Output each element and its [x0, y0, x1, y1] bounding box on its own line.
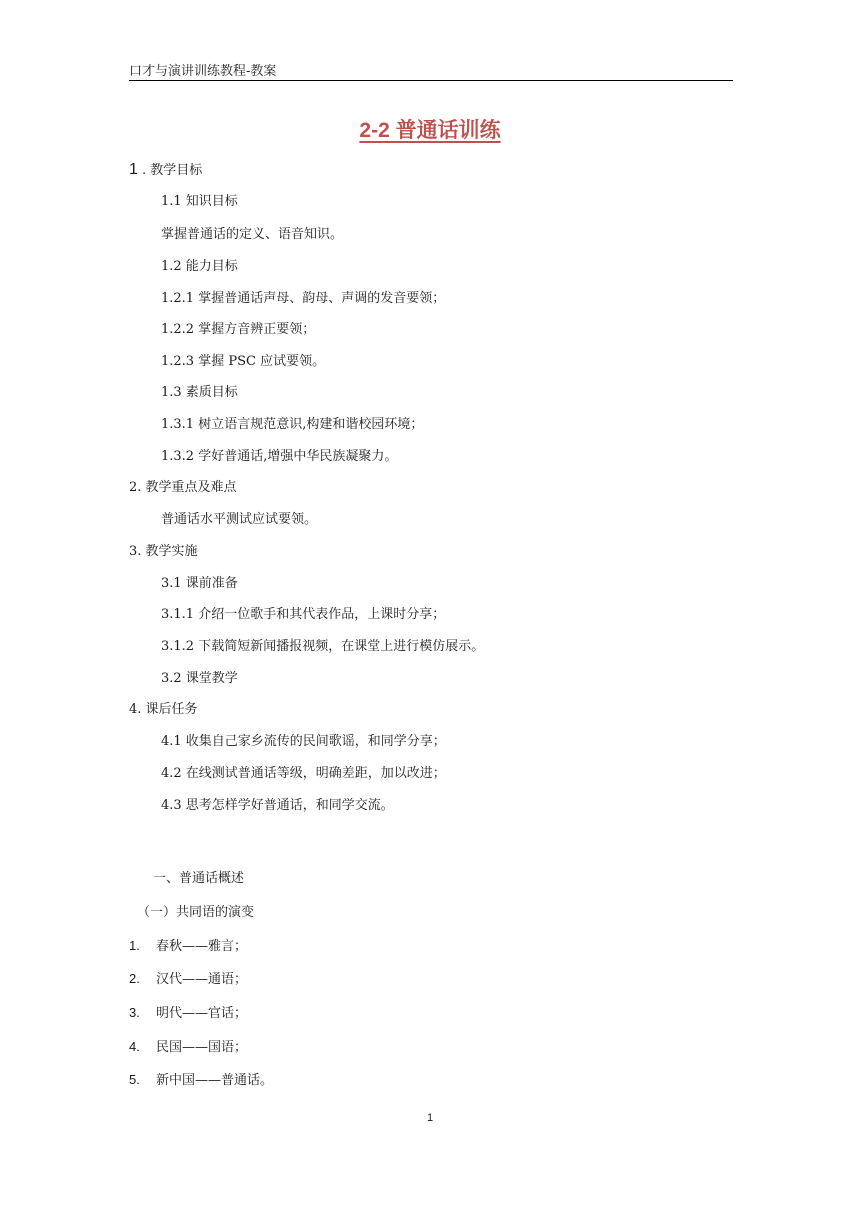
- section2-heading: 2. 教学重点及难点: [129, 480, 237, 495]
- section1-number: 1: [129, 161, 138, 178]
- list-text: 汉代——通语；: [156, 972, 248, 987]
- impl-prep: 3.1 课前准备: [161, 576, 238, 591]
- goal-knowledge: 1.1 知识目标: [161, 194, 238, 209]
- goal-quality-1: 1.3.1 树立语言规范意识,构建和谐校园环境；: [161, 417, 424, 432]
- homework-1: 4.1 收集自己家乡流传的民间歌谣，和同学分享；: [161, 734, 446, 749]
- goal-ability: 1.2 能力目标: [161, 259, 238, 274]
- list-number: 2.: [129, 971, 140, 986]
- list-number: 5.: [129, 1072, 140, 1087]
- list-text: 春秋——雅言；: [156, 939, 248, 954]
- list-number: 1.: [129, 938, 140, 953]
- impl-class: 3.2 课堂教学: [161, 671, 238, 686]
- goal-ability-3: 1.2.3 掌握 PSC 应试要领。: [161, 354, 326, 369]
- page-number: 1: [426, 1112, 434, 1124]
- impl-prep-1: 3.1.1 介绍一位歌手和其代表作品，上课时分享；: [161, 607, 446, 622]
- section3-heading: 3. 教学实施: [129, 544, 198, 559]
- list-text: 新中国——普通话。: [156, 1073, 274, 1088]
- overview-subheading: （一）共同语的演变: [137, 905, 255, 920]
- homework-3: 4.3 思考怎样学好普通话，和同学交流。: [161, 798, 394, 813]
- goal-ability-2: 1.2.2 掌握方音辨正要领；: [161, 322, 316, 337]
- list-text: 民国——国语；: [156, 1040, 248, 1055]
- header-text: 口才与演讲训练教程-教案: [129, 64, 277, 79]
- section1-heading: . 教学目标: [142, 163, 203, 178]
- key-point-text: 普通话水平测试应试要领。: [161, 512, 318, 527]
- list-text: 明代——官话；: [156, 1006, 248, 1021]
- section4-heading: 4. 课后任务: [129, 702, 198, 717]
- homework-2: 4.2 在线测试普通话等级，明确差距，加以改进；: [161, 766, 446, 781]
- header-rule: [129, 80, 733, 81]
- goal-ability-1: 1.2.1 掌握普通话声母、韵母、声调的发音要领；: [161, 291, 446, 306]
- document-title: 2-2 普通话训练: [359, 119, 501, 142]
- goal-quality-2: 1.3.2 学好普通话,增强中华民族凝聚力。: [161, 449, 398, 464]
- impl-prep-2: 3.1.2 下载简短新闻播报视频，在课堂上进行模仿展示。: [161, 639, 485, 654]
- goal-quality: 1.3 素质目标: [161, 385, 238, 400]
- goal-knowledge-text: 掌握普通话的定义、语音知识。: [161, 227, 344, 242]
- overview-heading: 一、普通话概述: [153, 871, 245, 886]
- list-number: 3.: [129, 1005, 140, 1020]
- list-number: 4.: [129, 1039, 140, 1054]
